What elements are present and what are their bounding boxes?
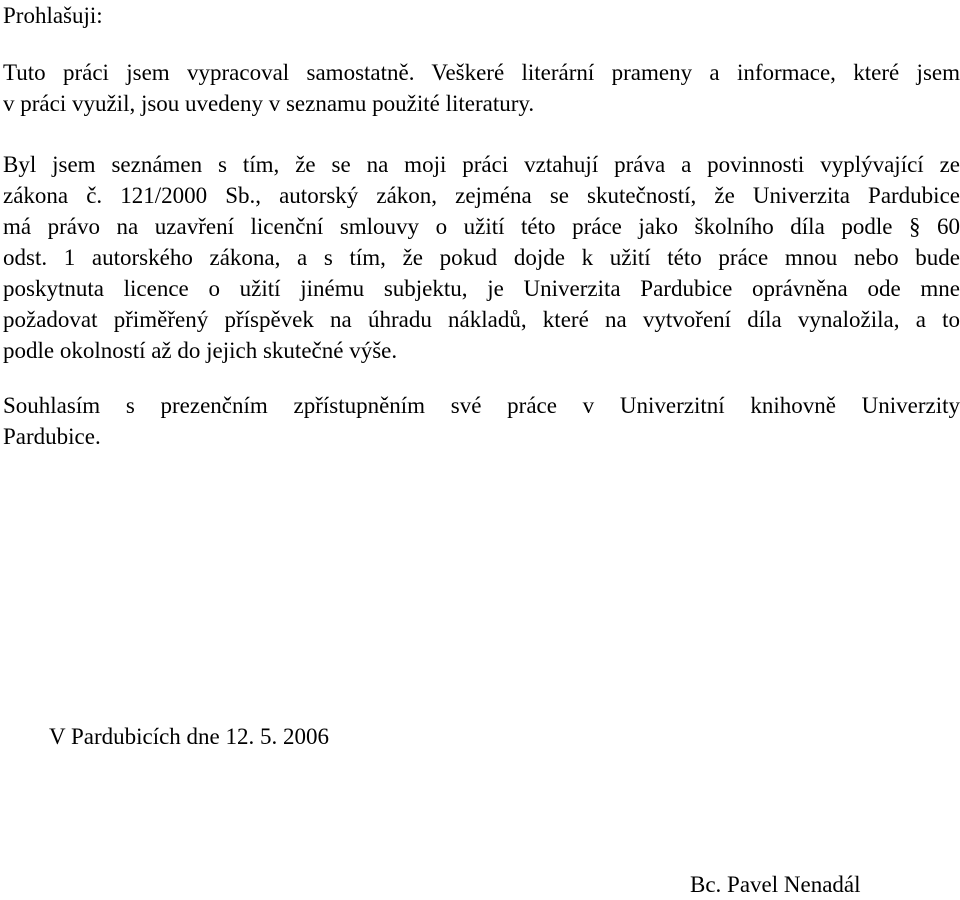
paragraph-line: má právo na uzavření licenční smlouvy o užití této práce jako školního díla podle § 60 [3,214,960,239]
paragraph-line: požadovat přiměřený příspěvek na úhradu nákladů, které na vytvoření díla vynaložila, a to [3,307,960,332]
declaration-paragraph-rights [3,149,960,366]
paragraph-line: Byl jsem seznámen s tím, že se na moji práci vztahují práva a povinnosti vyplývající ze [3,152,960,177]
paragraph-line: v práci využil, jsou uvedeny v seznamu použité literatury. [3,91,535,116]
paragraph-line: Pardubice. [3,424,101,449]
declaration-paragraph-authorship [3,57,960,119]
declaration-heading: Prohlašuji: [3,3,103,28]
paragraph-line: poskytnuta licence o užití jinému subjektu, je Univerzita Pardubice oprávněna ode mne [3,276,960,301]
place-and-date: V Pardubicích dne 12. 5. 2006 [49,724,330,749]
paragraph-line: zákona č. 121/2000 Sb., autorský zákon, zejména se skutečností, že Univerzita Pardubice [3,183,960,208]
paragraph-line: odst. 1 autorského zákona, a s tím, že pokud dojde k užití této práce mnou nebo bude [3,245,960,270]
author-signature: Bc. Pavel Nenadál [690,872,861,897]
paragraph-line: Souhlasím s prezenčním zpřístupněním své práce v Univerzitní knihovně Univerzity [3,393,960,418]
paragraph-line: podle okolností až do jejich skutečné výše. [3,338,398,363]
declaration-paragraph-consent [3,390,960,452]
paragraph-line: Tuto práci jsem vypracoval samostatně. Veškeré literární prameny a informace, které jsem [3,60,960,85]
